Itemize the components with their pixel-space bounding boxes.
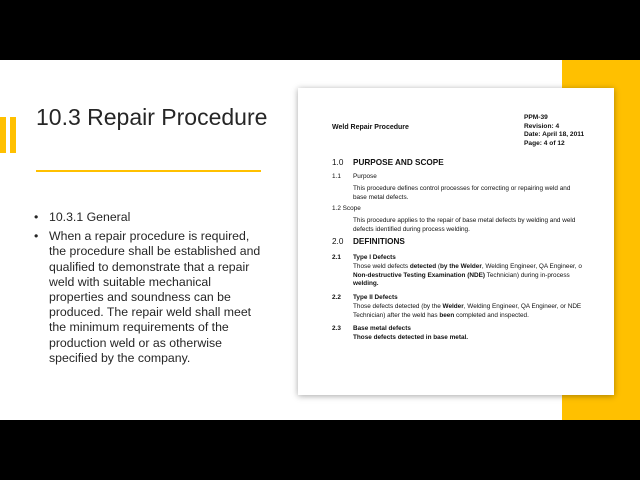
subsection-title: Purpose	[353, 173, 377, 180]
accent-bar	[0, 117, 6, 153]
doc-revision: Revision: 4	[524, 122, 560, 130]
bullet-dot: •	[34, 229, 39, 244]
bullet-text: When a repair procedure is required, the procedure shall be established and qualified to demonstrate that a repair weld with suitable mechanical properties and soundness can be produced. The repair weld shall meet the minimum requirements of the production weld or as otherwise specified by the company.	[49, 229, 261, 365]
paragraph: Those defects detected (by the Welder, Welding Engineer, QA Engineer, or NDE Technician) after the weld has been completed and inspected.	[353, 303, 582, 319]
bullet-dot: •	[34, 210, 39, 224]
doc-header-title: Weld Repair Procedure	[332, 124, 409, 131]
definition-heading: 2.3 Base metal defects	[332, 325, 411, 332]
document-image	[298, 88, 614, 395]
doc-header-meta	[524, 114, 584, 148]
doc-page: Page: 4 of 12	[524, 139, 565, 147]
subsection-title: 1.2 Scope	[332, 205, 361, 212]
slide	[0, 60, 640, 420]
definition-heading: 2.1 Type I Defects	[332, 254, 396, 261]
bullet-item	[34, 229, 266, 366]
paragraph: This procedure applies to the repair of base metal defects by welding and weld defects identified during process welding.	[353, 217, 576, 233]
doc-id: PPM-39	[524, 114, 548, 121]
doc-date: Date: April 18, 2011	[524, 131, 585, 138]
accent-bar	[10, 117, 16, 153]
bullet-text: 10.3.1 General	[49, 210, 131, 224]
subsection-number: 1.1	[332, 173, 341, 180]
definition-heading: 2.2 Type II Defects	[332, 294, 398, 301]
bullet-item	[34, 210, 266, 225]
title-underline	[36, 170, 261, 172]
paragraph: Those weld defects detected (by the Welder, Welding Engineer, QA Engineer, o Non-destructive Testing Examination (NDE) Technician) during in-process welding.	[353, 263, 582, 288]
section-heading: 1.0 PURPOSE AND SCOPE	[332, 158, 444, 167]
section-heading: 2.0 DEFINITIONS	[332, 237, 405, 246]
paragraph: Those defects detected in base metal.	[353, 334, 469, 341]
bullet-list	[34, 210, 266, 370]
slide-title: 10.3 Repair Procedure	[36, 104, 268, 130]
paragraph: This procedure defines control processes for correcting or repairing weld and base metal defects.	[353, 185, 571, 201]
